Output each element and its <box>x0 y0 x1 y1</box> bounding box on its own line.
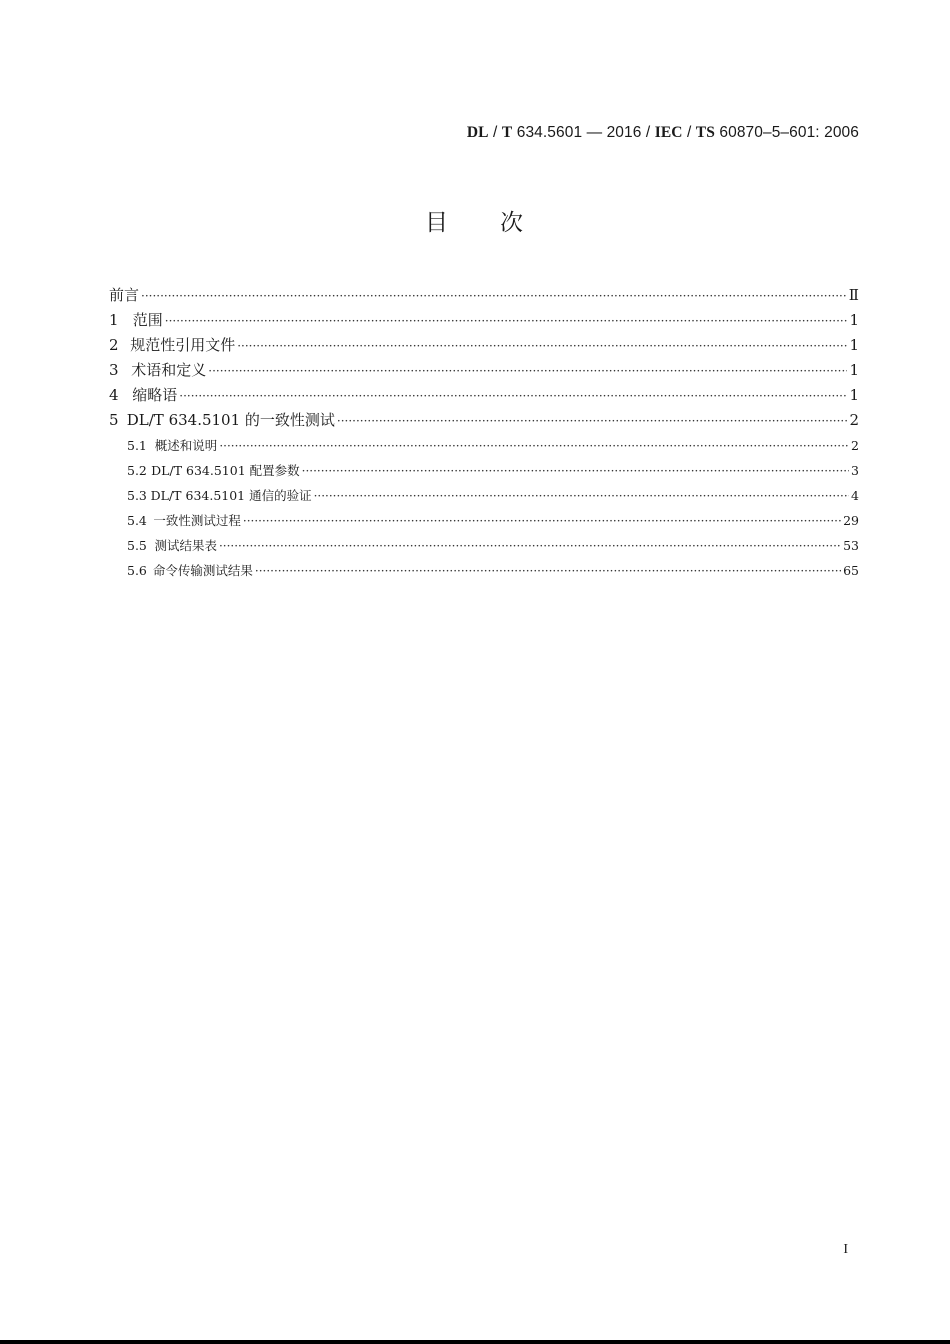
toc-entry-number: 5.5 <box>127 538 147 553</box>
code-dl-number: 634.5601 — 2016 / <box>512 124 655 141</box>
code-ts: TS <box>695 124 715 141</box>
toc-leader-dots <box>237 334 847 359</box>
toc-leader-dots <box>179 384 847 409</box>
toc-leader-dots <box>337 409 848 434</box>
toc-entry-number: 3 <box>109 361 119 379</box>
toc-entry-label: 范围 <box>132 311 163 329</box>
code-dl: DL <box>466 124 489 141</box>
toc-title-left: 目 <box>425 210 450 236</box>
toc-entry-page: 4 <box>851 488 859 503</box>
toc-entry-label: 前言 <box>109 286 140 304</box>
code-sep1: / <box>488 124 502 141</box>
toc-entry-page: 53 <box>843 538 859 553</box>
toc-entry-number: 2 <box>109 336 119 354</box>
document-code <box>467 124 859 142</box>
toc-entry-5-4[interactable] <box>109 508 859 533</box>
toc-entry-page: 65 <box>843 563 859 578</box>
page-folio: I <box>843 1242 848 1257</box>
code-t: T <box>501 124 513 141</box>
toc-entry-number: 1 <box>109 311 119 329</box>
code-iec: IEC <box>654 124 683 141</box>
toc-leader-dots <box>219 534 841 559</box>
toc-entry-page: Ⅱ <box>848 286 859 304</box>
toc-entry-label: DL/T 634.5101 的一致性测试 <box>126 411 335 429</box>
code-sep2: / <box>682 124 696 141</box>
toc-entry-page: 1 <box>849 311 859 329</box>
toc-entry-page: 2 <box>849 411 859 429</box>
toc-entry-label: 规范性引用文件 <box>130 336 236 354</box>
toc-entry-label: 一致性测试过程 <box>153 513 241 528</box>
toc-entry-page: 29 <box>843 513 859 528</box>
toc-entry-5[interactable] <box>109 408 859 433</box>
toc-entry-page: 1 <box>849 336 859 354</box>
table-of-contents <box>109 283 859 583</box>
toc-leader-dots <box>208 359 847 384</box>
toc-entry-5-2[interactable] <box>109 458 859 483</box>
toc-entry-2[interactable] <box>109 333 859 358</box>
toc-entry-5-3[interactable] <box>109 483 859 508</box>
toc-entry-foreword[interactable] <box>109 283 859 308</box>
toc-leader-dots <box>302 459 849 484</box>
toc-entry-number: 5.4 <box>127 513 147 528</box>
toc-entry-number: 5 <box>109 411 119 429</box>
toc-entry-label: 概述和说明 <box>154 438 218 453</box>
toc-entry-label: DL/T 634.5101 通信的验证 <box>150 488 312 503</box>
toc-entry-4[interactable] <box>109 383 859 408</box>
toc-entry-number: 5.3 <box>127 488 147 503</box>
toc-entry-number: 5.6 <box>127 563 147 578</box>
toc-entry-label: 术语和定义 <box>131 361 207 379</box>
toc-entry-label: 测试结果表 <box>154 538 217 553</box>
toc-entry-number: 5.1 <box>127 438 147 453</box>
toc-leader-dots <box>219 434 849 459</box>
toc-leader-dots <box>165 309 848 334</box>
toc-title <box>0 204 950 237</box>
bottom-edge-rule <box>0 1340 950 1344</box>
toc-title-right: 次 <box>500 210 525 236</box>
toc-leader-dots <box>141 284 847 309</box>
toc-entry-label: DL/T 634.5101 配置参数 <box>151 463 300 478</box>
toc-entry-page: 1 <box>849 361 859 379</box>
toc-entry-3[interactable] <box>109 358 859 383</box>
code-iec-number: 60870–5–601: 2006 <box>714 124 859 141</box>
toc-leader-dots <box>314 484 849 509</box>
toc-leader-dots <box>243 509 841 534</box>
toc-entry-label: 命令传输测试结果 <box>152 563 253 578</box>
toc-entry-number: 4 <box>109 386 119 404</box>
toc-entry-page: 1 <box>849 386 859 404</box>
toc-entry-1[interactable] <box>109 308 859 333</box>
toc-entry-number: 5.2 <box>127 463 147 478</box>
toc-entry-page: 3 <box>851 463 859 478</box>
toc-entry-5-5[interactable] <box>109 533 859 558</box>
toc-entry-5-1[interactable] <box>109 433 859 458</box>
toc-entry-label: 缩略语 <box>132 386 178 404</box>
toc-leader-dots <box>255 559 841 584</box>
toc-entry-5-6[interactable] <box>109 558 859 583</box>
toc-entry-page: 2 <box>851 438 859 453</box>
